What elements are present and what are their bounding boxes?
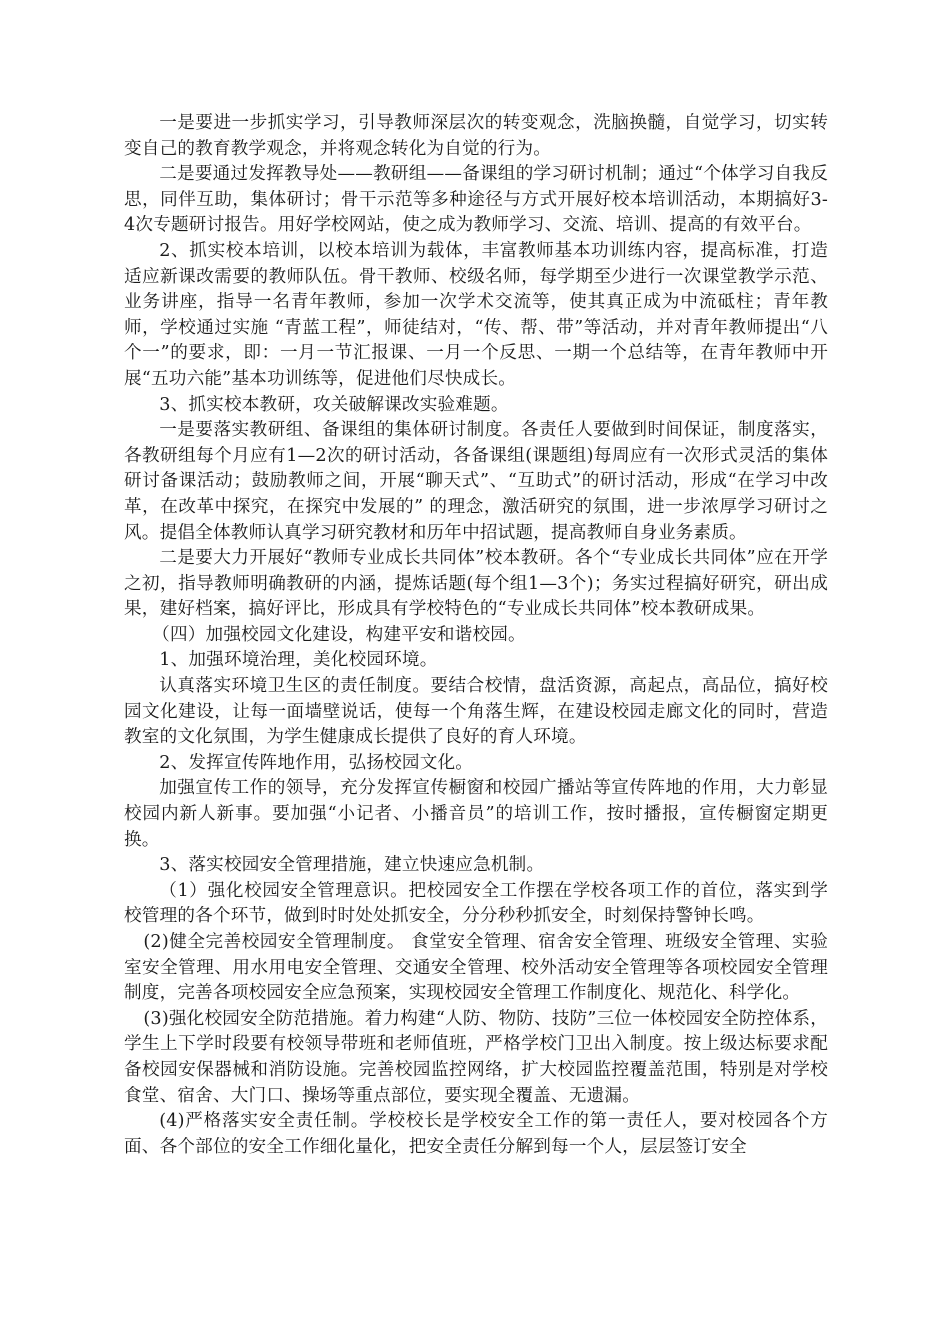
paragraph: 一是要落实教研组、备课组的集体研讨制度。各责任人要做到时间保证，制度落实，各教研组每个月应有1—2次的研讨活动，各备课组(课题组)每周应有一次形式灵活的集体研讨备课活动；鼓励教师之间，开展“聊天式”、“互助式”的研讨活动，形成“在学习中改革，在改革中探究，在探究中发展的” 的理念，激活研究的氛围，进一步浓厚学习研讨之风。提倡全体教师认真学习研究教材和历年中招试题，提高教师自身业务素质。 bbox=[124, 420, 828, 543]
paragraph: 二是要大力开展好“教师专业成长共同体”校本教研。各个“专业成长共同体”应在开学之初，指导教师明确教研的内涵，提炼话题(每个组1—3个)；务实过程搞好研究，研出成果，建好档案，搞好评比，形成具有学校特色的“专业成长共同体”校本教研成果。 bbox=[124, 548, 828, 620]
paragraph: 认真落实环境卫生区的责任制度。要结合校情，盘活资源，高起点，高品位，搞好校园文化建设，让每一面墙壁说话，使每一个角落生辉，在建设校园走廊文化的同时，营造教室的文化氛围，为学生健康成长提供了良好的育人环境。 bbox=[124, 676, 828, 748]
paragraph: 2、发挥宣传阵地作用，弘扬校园文化。 bbox=[159, 752, 474, 773]
paragraph: 3、落实校园安全管理措施，建立快速应急机制。 bbox=[159, 855, 545, 876]
paragraph: 二是要通过发挥教导处——教研组——备课组的学习研讨机制；通过“个体学习自我反思，同伴互助，集体研讨；骨干示范等多种途径与方式开展好校本培训活动，本期搞好3-4次专题研讨报告。用好学校网站，使之成为教师学习、交流、培训、提高的有效平台。 bbox=[124, 164, 828, 236]
paragraph: （1）强化校园安全管理意识。把校园安全工作摆在学校各项工作的首位，落实到学校管理的各个环节，做到时时处处抓安全，分分秒秒抓安全，时刻保持警钟长鸣。 bbox=[124, 880, 828, 927]
paragraph: 加强宣传工作的领导，充分发挥宣传橱窗和校园广播站等宣传阵地的作用，大力彰显校园内新人新事。要加强“小记者、小播音员”的培训工作，按时播报，宣传橱窗定期更换。 bbox=[124, 778, 828, 850]
paragraph: (3)强化校园安全防范措施。着力构建“人防、物防、技防”三位一体校园安全防控体系，学生上下学时段要有校领导带班和老师值班，严格学校门卫出入制度。按上级达标要求配备校园安保器械和消防设施。完善校园监控网络，扩大校园监控覆盖范围，特别是对学校食堂、宿舍、大门口、操场等重点部位，要实现全覆盖、无遗漏。 bbox=[124, 1008, 828, 1106]
paragraph: 2、抓实校本培训，以校本培训为载体，丰富教师基本功训练内容，提高标准，打造适应新课改需要的教师队伍。骨干教师、校级名师，每学期至少进行一次课堂教学示范、业务讲座，指导一名青年教师，参加一次学术交流等，使其真正成为中流砥柱；青年教师，学校通过实施 “青蓝工程”，师徒结对，“传、帮、带”等活动，并对青年教师提出“八个一”的要求，即：一月一节汇报课、一月一个反思、一期一个总结等，在青年教师中开展“五功六能”基本功训练等，促进他们尽快成长。 bbox=[124, 240, 828, 389]
document-body bbox=[124, 111, 828, 1160]
paragraph: (2)健全完善校园安全管理制度。 食堂安全管理、宿舍安全管理、班级安全管理、实验室安全管理、用水用电安全管理、交通安全管理、校外活动安全管理等各项校园安全管理制度，完善各项校园安全应急预案，实现校园安全管理工作制度化、规范化、科学化。 bbox=[124, 932, 828, 1004]
paragraph: 一是要进一步抓实学习，引导教师深层次的转变观念，洗脑换髓，自觉学习，切实转变自己的教育教学观念，并将观念转化为自觉的行为。 bbox=[124, 113, 828, 159]
section-heading: （四）加强校园文化建设，构建平安和谐校园。 bbox=[152, 624, 526, 645]
paragraph: (4)严格落实安全责任制。学校校长是学校安全工作的第一责任人，要对校园各个方面、各个部位的安全工作细化量化，把安全责任分解到每一个人，层层签订安全 bbox=[124, 1111, 828, 1157]
paragraph: 3、抓实校本教研，攻关破解课改实验难题。 bbox=[159, 394, 509, 415]
paragraph: 1、加强环境治理，美化校园环境。 bbox=[159, 650, 438, 671]
